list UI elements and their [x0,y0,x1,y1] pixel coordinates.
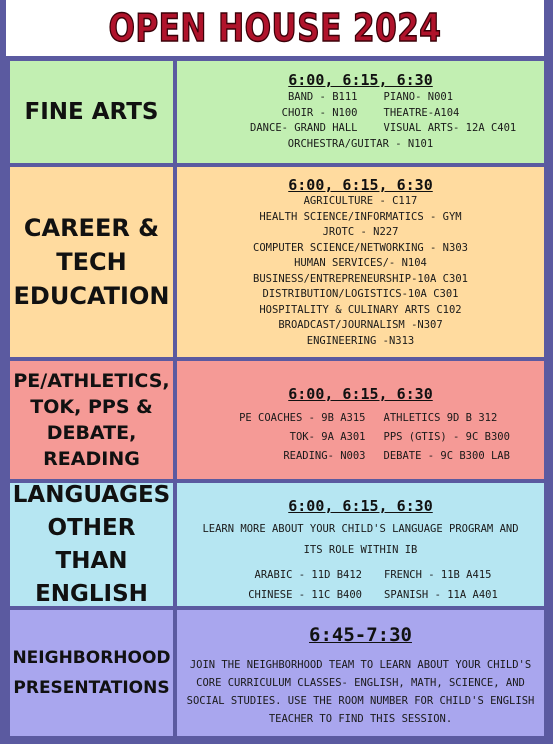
time-slots: 6:45-7:30 [309,624,412,646]
label-line: EDUCATION [13,282,170,310]
time-slots: 6:00, 6:15, 6:30 [288,497,433,515]
room-entry: PE COACHES - 9B A315 [239,412,366,424]
room-entry: DEBATE - 9C B300 LAB [383,450,510,462]
section-label [10,483,173,606]
section-neighborhood [10,610,544,736]
section-fine-arts [10,61,544,163]
room-entry: FRENCH - 11B A415 [384,569,492,581]
room-pair [177,585,544,605]
room-entry: CHOIR - N100 [281,106,358,119]
room-entry: READING- N003 [283,450,366,462]
room-pair [177,428,544,447]
section-description: JOIN THE NEIGHBORHOOD TEAM TO LEARN ABOUT YOUR CHILD'S CORE CURRICULUM CLASSES- ENGLISH, MATH, SCIENCE, AND SOCIAL STUDIES. USE THE ROOM NUMBER FOR CHILD'S ENGLISH TEACHER TO FIND THIS SESSION. [186,659,535,725]
room-entry: ENGINEERING -N313 [306,334,415,347]
room-entry: HUMAN SERVICES/- N104 [294,257,427,269]
room-entry: CHINESE - 11C B400 [248,589,362,601]
room-entry: HEALTH SCIENCE/INFORMATICS - GYM [259,210,462,223]
room-pair [177,409,544,428]
room-entry: BROADCAST/JOURNALISM -N307 [278,319,443,331]
label-line: PRESENTATIONS [13,678,170,698]
room-entry: PPS (GTIS) - 9C B300 [383,431,510,443]
room-entry: JROTC - N227 [322,226,399,238]
label-line: PE/ATHLETICS, [13,370,170,392]
room-entry: ARABIC - 11D B412 [254,569,362,581]
section-content [177,361,544,479]
label-line: TOK, PPS & [30,396,153,418]
section-content [177,610,544,736]
room-entry: PIANO- N001 [383,91,454,103]
label-line: READING [43,448,140,470]
label-line: LANGUAGES [12,481,171,508]
section-label [10,61,173,163]
room-pair [177,90,544,106]
section-label [10,361,173,479]
section-pe-athletics [10,361,544,479]
time-slots: 6:00, 6:15, 6:30 [288,176,433,194]
room-pair [177,121,544,137]
room-entry: VISUAL ARTS- 12A C401 [383,122,517,134]
section-content [177,483,544,606]
room-entry: BAND - B111 [287,91,358,103]
room-entry: DISTRIBUTION/LOGISTICS-10A C301 [262,288,459,300]
room-entry: HOSPITALITY & CULINARY ARTS C102 [259,303,462,316]
room-entry: THEATRE-A104 [383,106,460,119]
label-line: TECH [56,248,127,276]
label-line: OTHER THAN [47,514,136,574]
room-pair [177,106,544,122]
section-career-tech [10,167,544,357]
section-languages [10,483,544,606]
room-entry: TOK- 9A A301 [289,431,366,443]
room-entry: DANCE- GRAND HALL [250,122,358,134]
title-bar [6,0,544,56]
section-content [177,61,544,163]
room-entry: ORCHESTRA/GUITAR - N101 [287,137,434,150]
section-label [10,610,173,736]
room-entry: SPANISH - 11A A401 [384,589,498,601]
time-slots: 6:00, 6:15, 6:30 [288,71,433,89]
room-entry: AGRICULTURE - C117 [303,195,418,207]
label-line: NEIGHBORHOOD [12,648,171,668]
room-pair [177,565,544,585]
section-label [10,167,173,357]
room-pair [177,447,544,466]
room-entry: ATHLETICS 9D B 312 [383,412,498,424]
section-description: LEARN MORE ABOUT YOUR CHILD'S LANGUAGE PROGRAM AND ITS ROLE WITHIN IB [202,523,519,556]
page-title: OPEN HOUSE 2024 [108,6,442,50]
label-line: FINE ARTS [24,98,159,125]
poster [6,0,544,744]
label-line: ENGLISH [35,580,148,607]
time-slots: 6:00, 6:15, 6:30 [288,385,433,403]
room-entry: BUSINESS/ENTREPRENEURSHIP-10A C301 [253,272,468,285]
section-content [177,167,544,357]
room-entry: COMPUTER SCIENCE/NETWORKING - N303 [253,241,468,254]
label-line: CAREER & [23,214,160,242]
label-line: DEBATE, [46,422,137,444]
